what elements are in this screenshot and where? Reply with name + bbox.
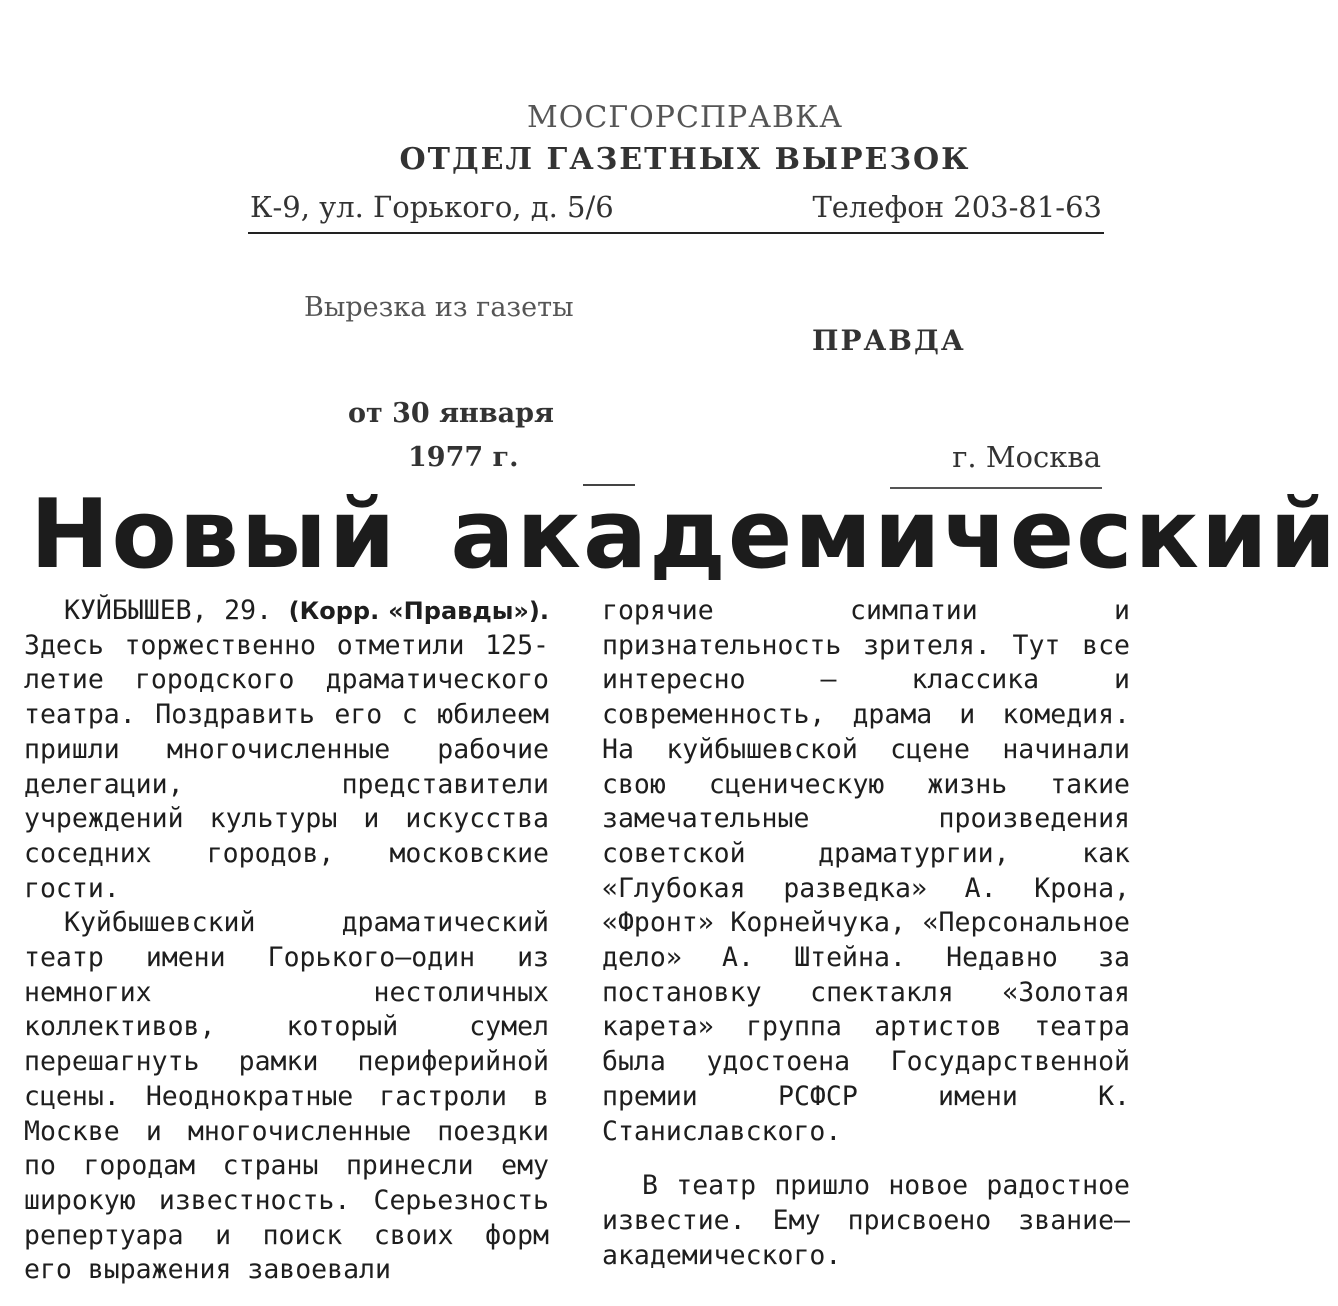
article-column-right xyxy=(602,594,1130,1273)
article-correspondent: (Корр. «Правды»). xyxy=(288,597,549,625)
article-paragraph-2: Куйбышевский драматический театр имени Горького—один из немногих нестоличных коллективов, который сумел перешагнуть рамки периферийной сцены. Неоднократные гастроли в Москве и многочисленные поездки по городам страны принесли ему широкую известность. Серьезность репертуара и поиск своих форм его выражения завоевали xyxy=(24,907,549,1286)
article-column-left xyxy=(24,594,549,1288)
stamp-phone: Телефон 203-81-63 xyxy=(812,190,1102,224)
stamp-contact-row xyxy=(250,190,1102,230)
article-paragraph-1-text: Здесь торжественно отметили 125-летие городского драматического театра. Поздравить его с юбилеем пришли многочисленные рабочие делегации, представители учреждений культуры и искусства соседних городов, московские гости. xyxy=(24,629,549,904)
article-dateline: КУЙБЫШЕВ, 29. xyxy=(64,595,273,626)
article-paragraph-4: В театр пришло новое радостное известие. Ему присвоено звание—академического. xyxy=(602,1170,1130,1271)
article-paragraph-1 xyxy=(24,594,549,906)
stamp-divider xyxy=(248,232,1104,234)
clipping-city: г. Москва xyxy=(952,440,1101,474)
stamp-agency: МОСГОРСПРАВКА xyxy=(527,100,843,135)
stamp-address: К-9, ул. Горького, д. 5/6 xyxy=(250,190,614,224)
article-paragraph-3: горячие симпатии и признательность зрителя. Тут все интересно — классика и современность, драма и комедия. На куйбышевской сцене начинали свою сценическую жизнь такие замечательные произведения советской драматургии, как «Глубокая разведка» А. Крона, «Фронт» Корнейчука, «Персональное дело» А. Штейна. Недавно за постановку спектакля «Золотая карета» группа артистов театра была удостоена Государственной премии РСФСР имени К. Станиславского. xyxy=(602,595,1130,1147)
clipping-date: от 30 января xyxy=(348,398,554,429)
newspaper-name: ПРАВДА xyxy=(812,324,966,357)
clipping-label: Вырезка из газеты xyxy=(304,292,574,323)
stamp-department: ОТДЕЛ ГАЗЕТНЫХ ВЫРЕЗОК xyxy=(399,142,971,177)
clipping-year: 1977 г. xyxy=(408,442,519,473)
article-headline: Новый академический xyxy=(30,480,1338,590)
